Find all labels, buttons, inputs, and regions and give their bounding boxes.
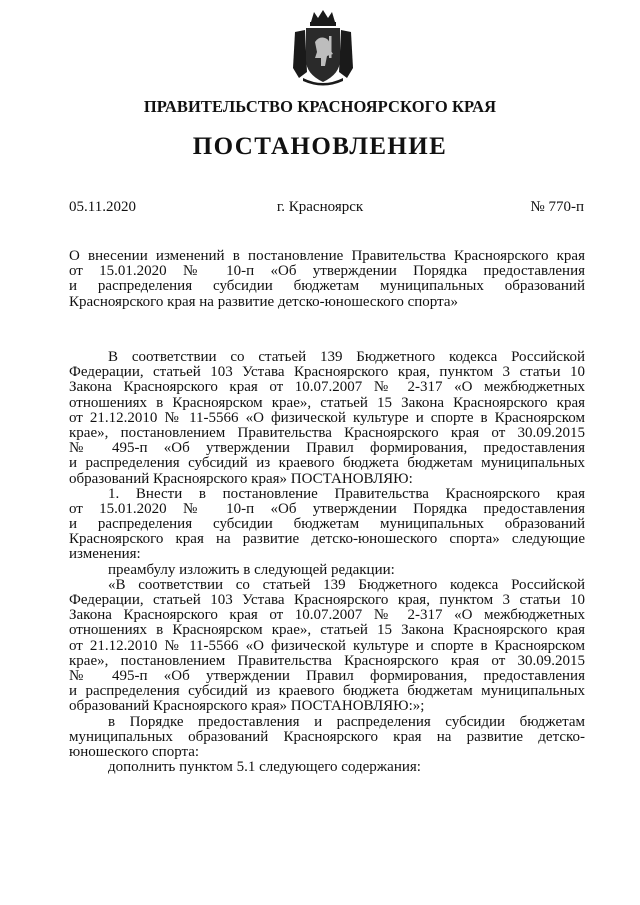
body-line: от 21.12.2010 № 11-5566 «О физической культуре и спорте в Красноярском [69,637,585,654]
body-line: Закона Красноярского края от 10.07.2007 № 2-317 «О межбюджетных [69,607,585,624]
body-line: образований Красноярского края» ПОСТАНОВЛЯЮ: [69,470,413,487]
document-city: г. Красноярск [276,199,364,215]
body-line: крае», постановлением Правительства Красноярского края от 30.09.2015 [69,424,585,441]
body-line: и распределения субсидии бюджетам муниципальных образований [69,516,585,533]
document-body [69,350,585,775]
subject-line: Красноярского края на развитие детско-юношеского спорта» [69,293,459,310]
body-line: юношеского спорта: [69,743,200,760]
body-line: № 495-п «Об утверждении Правил формирования, предоставления [69,440,585,457]
government-title: ПРАВИТЕЛЬСТВО КРАСНОЯРСКОГО КРАЯ [143,97,497,116]
document-type-title: ПОСТАНОВЛЕНИЕ [192,133,448,160]
body-line: преамбулу изложить в следующей редакции: [108,561,395,578]
body-line: образований Красноярского края» ПОСТАНОВЛЯЮ:»; [69,698,425,715]
body-line: дополнить пунктом 5.1 следующего содержания: [108,759,421,776]
document-date: 05.11.2020 [69,199,136,215]
body-line: 1. Внести в постановление Правительства Красноярского края [108,485,585,502]
body-line: в Порядке предоставления и распределения субсидии бюджетам [108,713,585,730]
subject-line: и распределения субсидии бюджетам муниципальных образований [69,278,585,295]
body-line: и распределения субсидий из краевого бюджета бюджетам муниципальных [69,455,585,472]
subject-line: от 15.01.2020 № 10-п «Об утверждении Порядка предоставления [69,263,585,280]
body-line: муниципальных образований Красноярского края на развитие детско- [69,728,585,745]
body-line: отношениях в Красноярском крае», статьей 15 Закона Красноярского края [69,622,585,639]
body-line: Красноярского края на развитие детско-юношеского спорта» следующие [69,531,585,548]
body-line: Федерации, статьей 103 Устава Красноярского края, пунктом 3 статьи 10 [69,592,585,608]
coat-of-arms-icon [291,8,355,86]
body-line: отношениях в Красноярском крае», статьей 15 Закона Красноярского края [69,394,585,411]
body-line: № 495-п «Об утверждении Правил формирования, предоставления [69,667,585,684]
body-line: «В соответствии со статьей 139 Бюджетного кодекса Российской [108,576,585,593]
document-number: № 770-п [530,199,584,215]
body-line: Закона Красноярского края от 10.07.2007 № 2-317 «О межбюджетных [69,379,585,396]
body-line: Федерации, статьей 103 Устава Красноярского края, пунктом 3 статьи 10 [69,364,585,381]
body-line: изменения: [69,546,141,563]
body-line: и распределения субсидий из краевого бюджета бюджетам муниципальных [69,683,585,700]
document-subject [69,249,585,310]
body-line: от 21.12.2010 № 11-5566 «О физической культуре и спорте в Красноярском [69,409,585,426]
body-line: крае», постановлением Правительства Красноярского края от 30.09.2015 [69,652,585,669]
subject-line: О внесении изменений в постановление Правительства Красноярского края [69,248,585,264]
body-line: В соответствии со статьей 139 Бюджетного кодекса Российской [108,349,585,365]
body-line: от 15.01.2020 № 10-п «Об утверждении Порядка предоставления [69,500,585,517]
